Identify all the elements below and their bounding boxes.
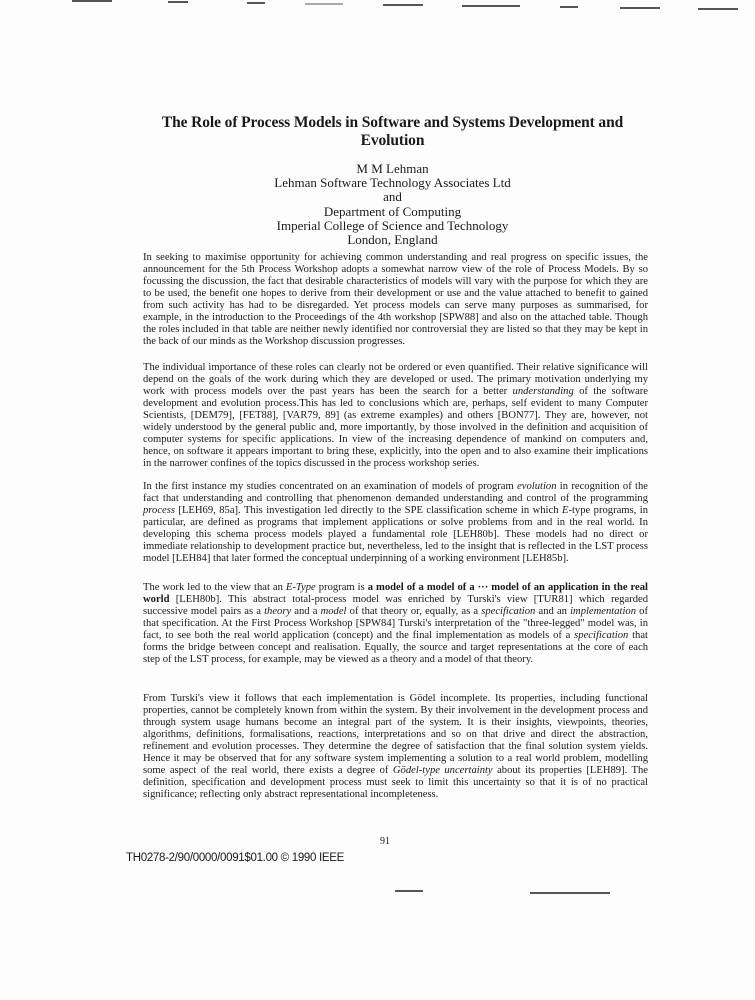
text-run: and an xyxy=(535,606,571,617)
scan-artifact xyxy=(168,1,188,3)
text-run: [LEH80b]. This abstract total-process model was enriched by Turski's view [TUR81] which regarded successive model pairs as a xyxy=(143,594,648,617)
author-location: London, England xyxy=(347,232,438,248)
paragraph-1 xyxy=(143,252,648,348)
scan-artifact xyxy=(395,890,423,892)
paragraph-3 xyxy=(143,481,648,565)
text-run: [LEH69, 85a]. This investigation led directly to the SPE classification scheme in which xyxy=(174,505,562,516)
scan-artifact xyxy=(72,0,112,2)
scan-artifact xyxy=(247,2,265,4)
emphasis-text: specification xyxy=(481,606,536,617)
scan-artifact xyxy=(462,5,520,7)
text-run: The individual importance of these roles can clearly not be ordered or even quantified. Their relative significance will depend on the goals of the work during which they are developed or used. The primary motivation underlying my work with process models over the past years has been the search for a better xyxy=(143,362,648,397)
author-affiliation: Lehman Software Technology Associates Ltd xyxy=(274,175,511,191)
emphasis-text: E-Type xyxy=(285,582,316,593)
scan-artifact xyxy=(530,892,610,894)
paragraph-2 xyxy=(143,362,648,470)
author-name: M M Lehman xyxy=(356,161,429,176)
affiliation-conjunction: and xyxy=(383,189,402,205)
text-run: In seeking to maximise opportunity for achieving common understanding and real progress on specific issues, the announcement for the 5th Process Workshop adopts a somewhat narrow view of the role of Process Models. By so focussing the discussion, the fact that desirable characteristics of models will vary with the purpose for which they are to be used, the benefit one hopes to derive from their development or use and the value attached to benefit to gained from such activity has had to be disregarded. Yet process models can serve many purposes as summarised, for example, in the introduction to the Proceedings of the 4th workshop [SPW88] and also on the attached table. Though the roles included in that table are neither newly identified nor controversial they are listed so that they may be kept in the back of our minds as the Workshop discussion progresses. xyxy=(143,252,648,347)
emphasis-text: E xyxy=(561,505,569,516)
text-run: From Turski's view it follows that each implementation is Gödel incomplete. Its properties, including functional properties, cannot be completely known from within the system. By their involvement in the development process and through system usage humans become an integral part of the system. It is their insights, viewpoints, theories, algorithms, definitions, formalisations, reactions, interpretations and so on that drive and direct the abstraction, refinement and evolution processes. They determine the degree of satisfaction that the final solution system yields. Hence it may be observed that for any software system implementing a solution to a real world problem, modelling some aspect of the real world, there exists a degree of xyxy=(143,693,648,776)
page-number: 91 xyxy=(380,836,390,847)
text-run: The work led to the view that an xyxy=(143,582,286,593)
scan-artifact xyxy=(305,3,343,5)
text-run: of that theory or, equally, as a xyxy=(346,606,482,617)
author-department: Department of Computing xyxy=(323,203,462,219)
emphasis-text: Gödel-type uncertainty xyxy=(392,765,493,776)
scan-artifact xyxy=(620,7,660,9)
text-run: in recognition of the fact that understanding and controlling that phenomenon demanded understanding and control of the programming xyxy=(143,481,648,504)
emphasis-text: process xyxy=(143,505,175,516)
text-run: -type programs, in particular, are defined as programs that implement applications or solve problems from and in the real world. In developing this schema process models played a fundamental role [LEH80b]. These models had no direct or immediate relationship to development practice but, nevertheless, led to the insight that is reflected in the LST process model [LEH84] that later formed the conceptual underpinning of a working environment [LEH85b]. xyxy=(143,505,648,564)
text-run: and a xyxy=(291,606,321,617)
emphasis-text: understanding xyxy=(512,386,574,397)
scan-artifact xyxy=(698,8,738,10)
paragraph-5 xyxy=(143,693,648,801)
paragraph-4 xyxy=(143,582,648,666)
text-run: about its properties [LEH89]. The definition, specification and development process must seek to limit this uncertainty so that it is of no practical significance; reflecting only abstract representational incompleteness. xyxy=(143,765,648,800)
bold-text: a model of a model of a ··· model of an application in the real world xyxy=(143,582,648,605)
text-run: that forms the bridge between concept and realisation. Equally, the source and target representations at the core of each step of the LST process, for example, may be viewed as a theory and a model of that theory. xyxy=(143,630,648,665)
paper-title: The Role of Process Models in Software and Systems Development and Evolution xyxy=(161,114,624,149)
emphasis-text: specification xyxy=(574,630,629,641)
text-run: In the first instance my studies concentrated on an examination of models of program xyxy=(143,481,518,492)
author-institution: Imperial College of Science and Technology xyxy=(276,217,509,233)
copyright-footer: TH0278-2/90/0000/0091$01.00 © 1990 IEEE xyxy=(126,852,345,864)
emphasis-text: implementation xyxy=(570,606,636,617)
scan-artifact xyxy=(560,6,578,8)
emphasis-text: theory xyxy=(264,606,292,617)
text-run: of that specification. At the First Process Workshop [SPW84] Turski's interpretation of the "three-legged" model was, in fact, to see both the real world application (concept) and the final implementation as models of a xyxy=(143,606,648,641)
text-run: program is xyxy=(315,582,368,593)
author-block xyxy=(140,162,645,247)
text-run: of the software development and evolution process.This has led to conclusions which are, perhaps, self evident to many Computer Scientists, [DEM79], [FET88], [VAR79, 89] (as extreme examples) and others [BON77]. They are, however, not widely understood by the general public and, more importantly, by those involved in the definition and acquisition of computer systems for specific applications. In view of the increasing dependence of mankind on computers and, hence, on software it appears important to bring these, explicitly, into the open and to also examine their implications in the narrower confines of the topics discussed in the process workshop series. xyxy=(143,386,649,469)
emphasis-text: model xyxy=(320,606,347,617)
scan-artifact xyxy=(383,4,423,6)
emphasis-text: evolution xyxy=(517,481,557,492)
